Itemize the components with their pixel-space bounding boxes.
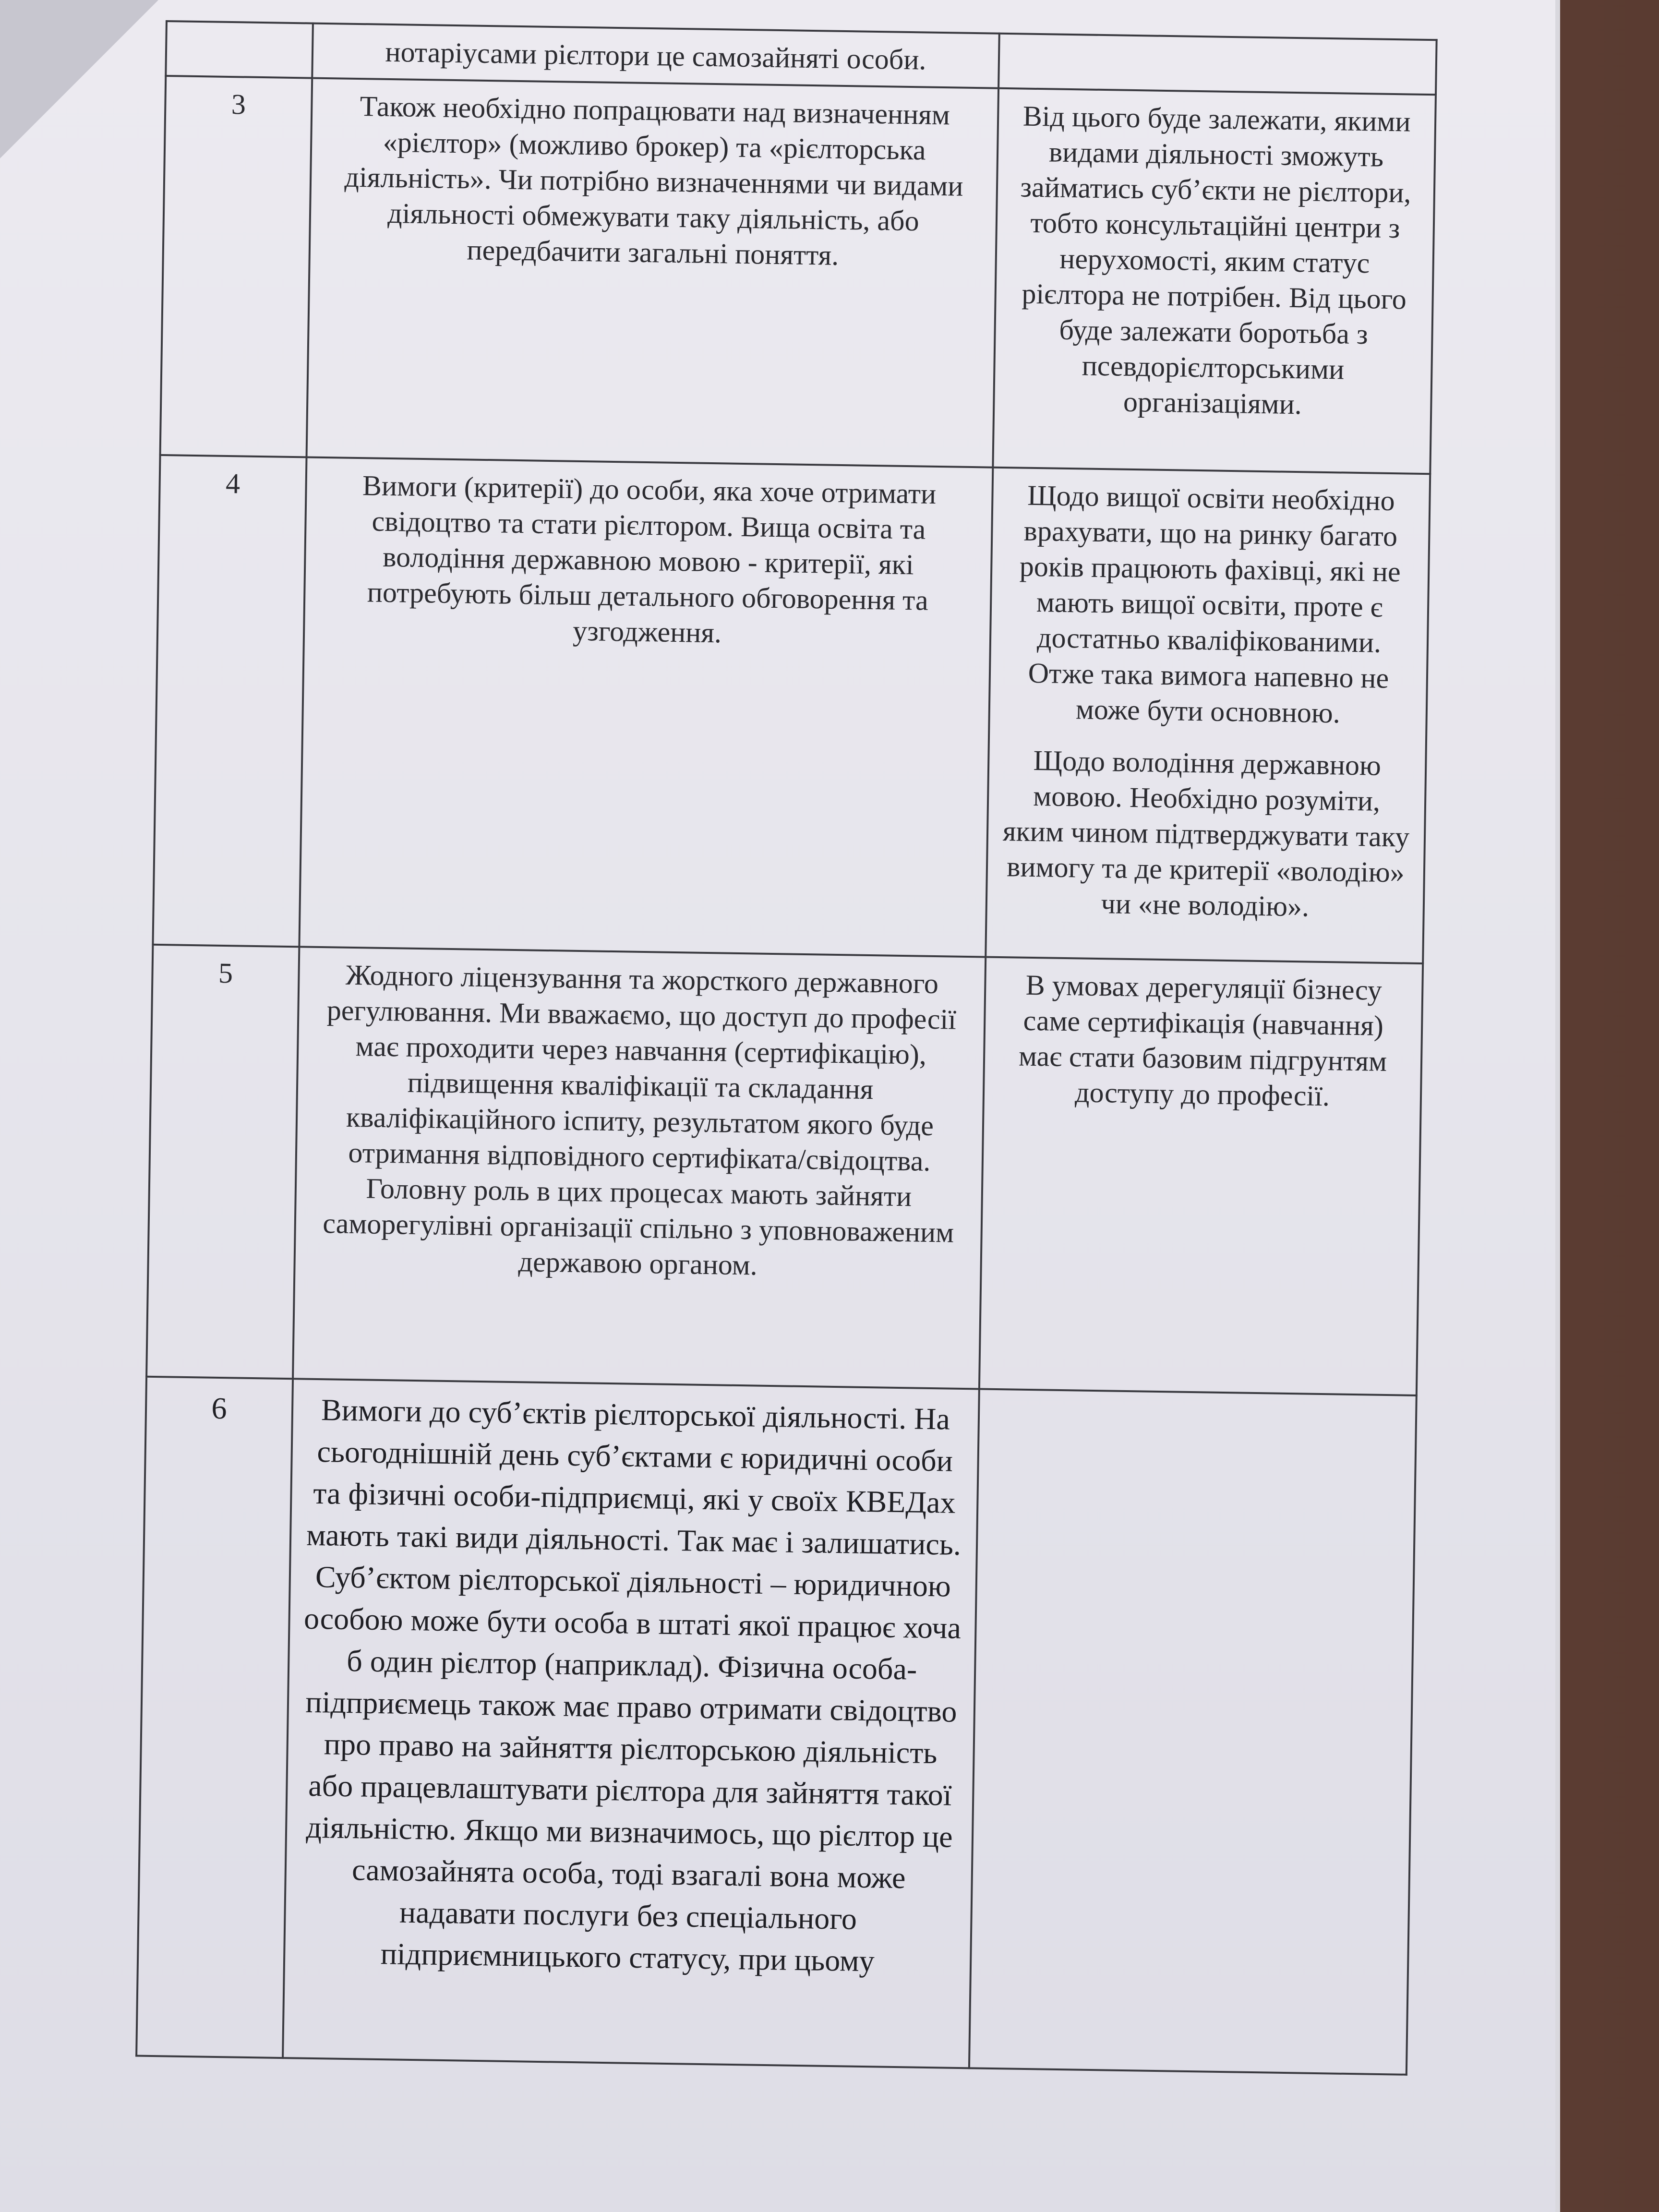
table-row	[153, 455, 1430, 963]
row-number: 5	[146, 945, 299, 1379]
proposals-table	[135, 20, 1438, 2076]
proposal-cell: Жодного ліцензування та жорсткого державного регулювання. Ми вважаємо, що доступ до професії має проходити через навчання (сертифікацію), підвищення кваліфікації та складання кваліфікаційного іспиту, результатом якого буде отримання відповідного сертифіката/свідоцтва. Головну роль в цих процесах мають зайняти саморегулівні організації спільно з уповноваженим державою органом.	[293, 947, 986, 1389]
row-number	[166, 21, 313, 78]
proposal-cell: Також необхідно попрацювати над визначенням «рієлтор» (можливо брокер) та «рієлторська діяльність». Чи потрібно визначеннями чи видами діяльності обмежувати таку діяльність, або передбачити загальні поняття.	[307, 78, 999, 468]
proposal-cell: нотаріусами рієлтори це самозайняті особи.	[312, 24, 999, 88]
proposal-cell: Вимоги до суб’єктів рієлторської діяльності. На сьогоднішній день суб’єктами є юридичні особи та фізичні особи-підприємці, які у своїх КВЕДах мають такі види діяльності. Так має і залишатись. Суб’єктом рієлторської діяльності – юридичною особою може бути особа в штаті якої працює хоча б один рієлтор (наприклад). Фізична особа-підприємець також має право отримати свідоцтво про право на зайняття рієлторською діяльність або працевлаштувати рієлтора для зайняття такої діяльністю. Якщо ми визначимось, що рієлтор це самозайнята особа, тоді взагалі вона може надавати послуги без спеціального підприємницького статусу, при цьому	[283, 1379, 979, 2068]
comment-paragraph: Щодо володіння державною мовою. Необхідно розуміти, яким чином підтверджувати таку вимогу та де критерії «володію» чи «не володію».	[1002, 744, 1410, 923]
comment-paragraph: В умовах дерегуляції бізнесу саме сертифікація (навчання) має стати базовим підгрунтям доступу до професії.	[1018, 969, 1387, 1112]
row-number: 3	[160, 76, 313, 457]
comment-cell	[979, 957, 1423, 1395]
comment-paragraph: Щодо вищої освіти необхідно врахувати, що на ринку багато років працюють фахівці, які не мають вищої освіти, проте є достатньо кваліфікованими. Отже така вимога напевно не може бути основною.	[1019, 479, 1401, 729]
comment-cell	[969, 1389, 1417, 2074]
proposal-cell: Вимоги (критерії) до особи, яка хоче отримати свідоцтво та стати рієлтором. Вища освіта та володіння державною мовою - критерії, які потребують більш детального обговорення та узгодження.	[299, 457, 993, 957]
comment-cell	[993, 88, 1436, 474]
row-number: 6	[136, 1377, 293, 2058]
table-row	[146, 945, 1423, 1395]
row-number: 4	[153, 455, 306, 947]
comment-cell	[986, 468, 1430, 963]
folded-corner	[0, 0, 158, 158]
table-row	[160, 76, 1436, 474]
table-row	[136, 1377, 1417, 2075]
comment-cell	[998, 34, 1437, 95]
comment-paragraph: Від цього буде залежати, якими видами діяльності зможуть займатись суб’єкти не рієлтори, тобто консультаційні центри з нерухомості, яким статус рієлтора не потрібен. Від цього буде залежати боротьба з псевдорієлторськими організаціями.	[1020, 100, 1411, 421]
